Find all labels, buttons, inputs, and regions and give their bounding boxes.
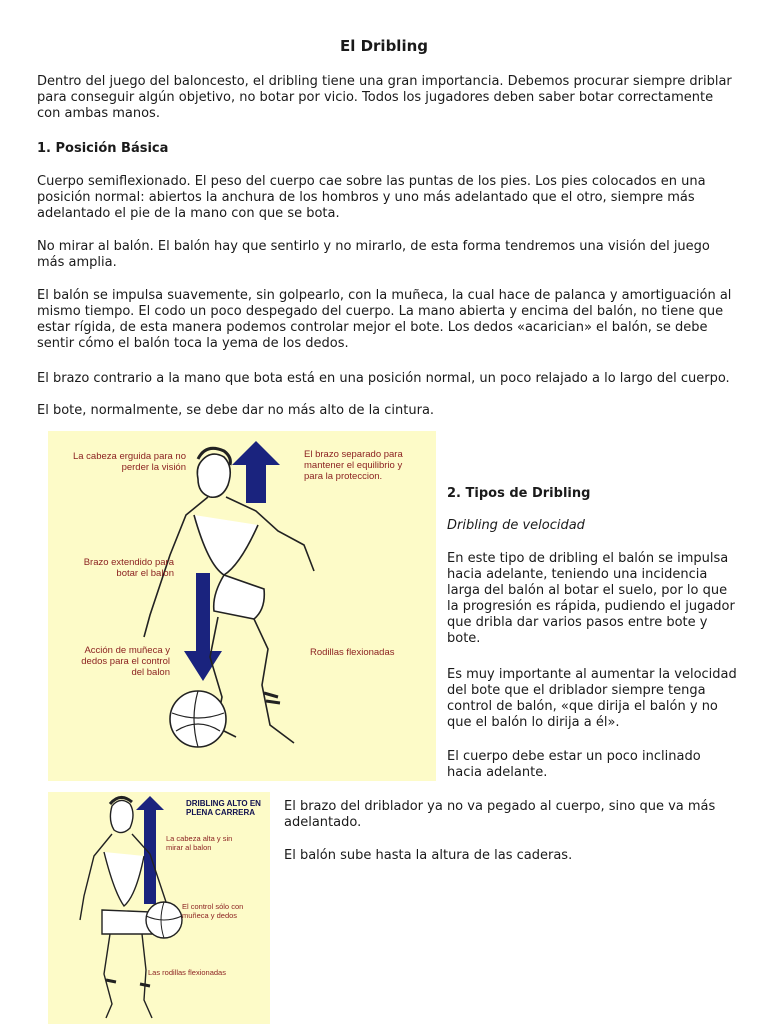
section1-heading: 1. Posición Básica xyxy=(37,141,169,156)
label-arm-extended: Brazo extendido para botar el balon xyxy=(83,557,174,579)
section2-subheading: Dribling de velocidad xyxy=(447,518,585,533)
label-arm-separated: El brazo separado para mantener el equilibrio y para la proteccion. xyxy=(304,449,403,482)
basketball-icon xyxy=(170,691,226,747)
section2-paragraph: En este tipo de dribling el balón se impulsa hacia adelante, teniendo una incidencia larga del balón al botar el suelo, por lo que la progresión es rápida, pudiendo el jugador que dribla dar varios pasos entre bote y bote. xyxy=(447,551,735,646)
label-knees-bent: Las rodillas flexionadas xyxy=(148,968,226,977)
player-figure xyxy=(144,448,314,743)
label-knees: Rodillas flexionadas xyxy=(310,647,395,658)
figure-running-dribble xyxy=(48,792,270,1024)
arrow-up-icon xyxy=(136,796,164,904)
section1-paragraph: El balón se impulsa suavemente, sin golpearlo, con la muñeca, la cual hace de palanca y amortiguación al mismo tiempo. El codo un poco despegado del cuerpo. La mano abierta y encima del balón, no tiene que estar rígida, de esta manera podemos controlar mejor el bote. Los dedos «acarician» el balón, se debe sentir cómo el balón toca la yema de los dedos. xyxy=(37,288,732,351)
label-head-high: La cabeza alta y sin mirar al balon xyxy=(166,834,233,852)
section1-paragraph: No mirar al balón. El balón hay que sentirlo y no mirarlo, de esta forma tendremos una visión del juego más amplia. xyxy=(37,239,710,270)
section1-paragraph: Cuerpo semiflexionado. El peso del cuerpo cae sobre las puntas de los pies. Los pies colocados en una posición normal: abiertos la anchura de los hombros y uno más adelantado que el otro, siempre más adelantado el pie de la mano con que se bota. xyxy=(37,174,706,221)
section2-paragraph: El cuerpo debe estar un poco inclinado hacia adelante. xyxy=(447,749,701,780)
section2-paragraph: El balón sube hasta la altura de las caderas. xyxy=(284,848,573,863)
label-control: El control sólo con muñeca y dedos xyxy=(182,902,244,920)
intro-paragraph: Dentro del juego del baloncesto, el dribling tiene una gran importancia. Debemos procurar siempre driblar para conseguir algún objetivo, no botar por vicio. Todos los jugadores deben saber botar correctamente con ambas manos. xyxy=(37,74,732,121)
player-illustration xyxy=(48,431,436,781)
section2-paragraph: El brazo del driblador ya no va pegado al cuerpo, sino que va más adelantado. xyxy=(284,799,716,830)
label-wrist: Acción de muñeca y dedos para el control del balon xyxy=(81,645,170,678)
label-head: La cabeza erguida para no perder la visión xyxy=(72,451,186,473)
section2-paragraph: Es muy importante al aumentar la velocidad del bote que el driblador siempre tenga control de balón, «que dirija el balón y no que el balón lo dirija a él». xyxy=(447,667,737,730)
arrow-up-icon xyxy=(232,441,280,503)
section2-heading: 2. Tipos de Dribling xyxy=(447,486,591,501)
section1-paragraph: El brazo contrario a la mano que bota está en una posición normal, un poco relajado a lo largo del cuerpo. xyxy=(37,371,730,386)
figure2-title: DRIBLING ALTO EN PLENA CARRERA xyxy=(186,799,261,817)
figure-basic-position xyxy=(48,431,436,781)
section1-paragraph: El bote, normalmente, se debe dar no más alto de la cintura. xyxy=(37,403,435,418)
page-title: El Dribling xyxy=(339,37,429,55)
